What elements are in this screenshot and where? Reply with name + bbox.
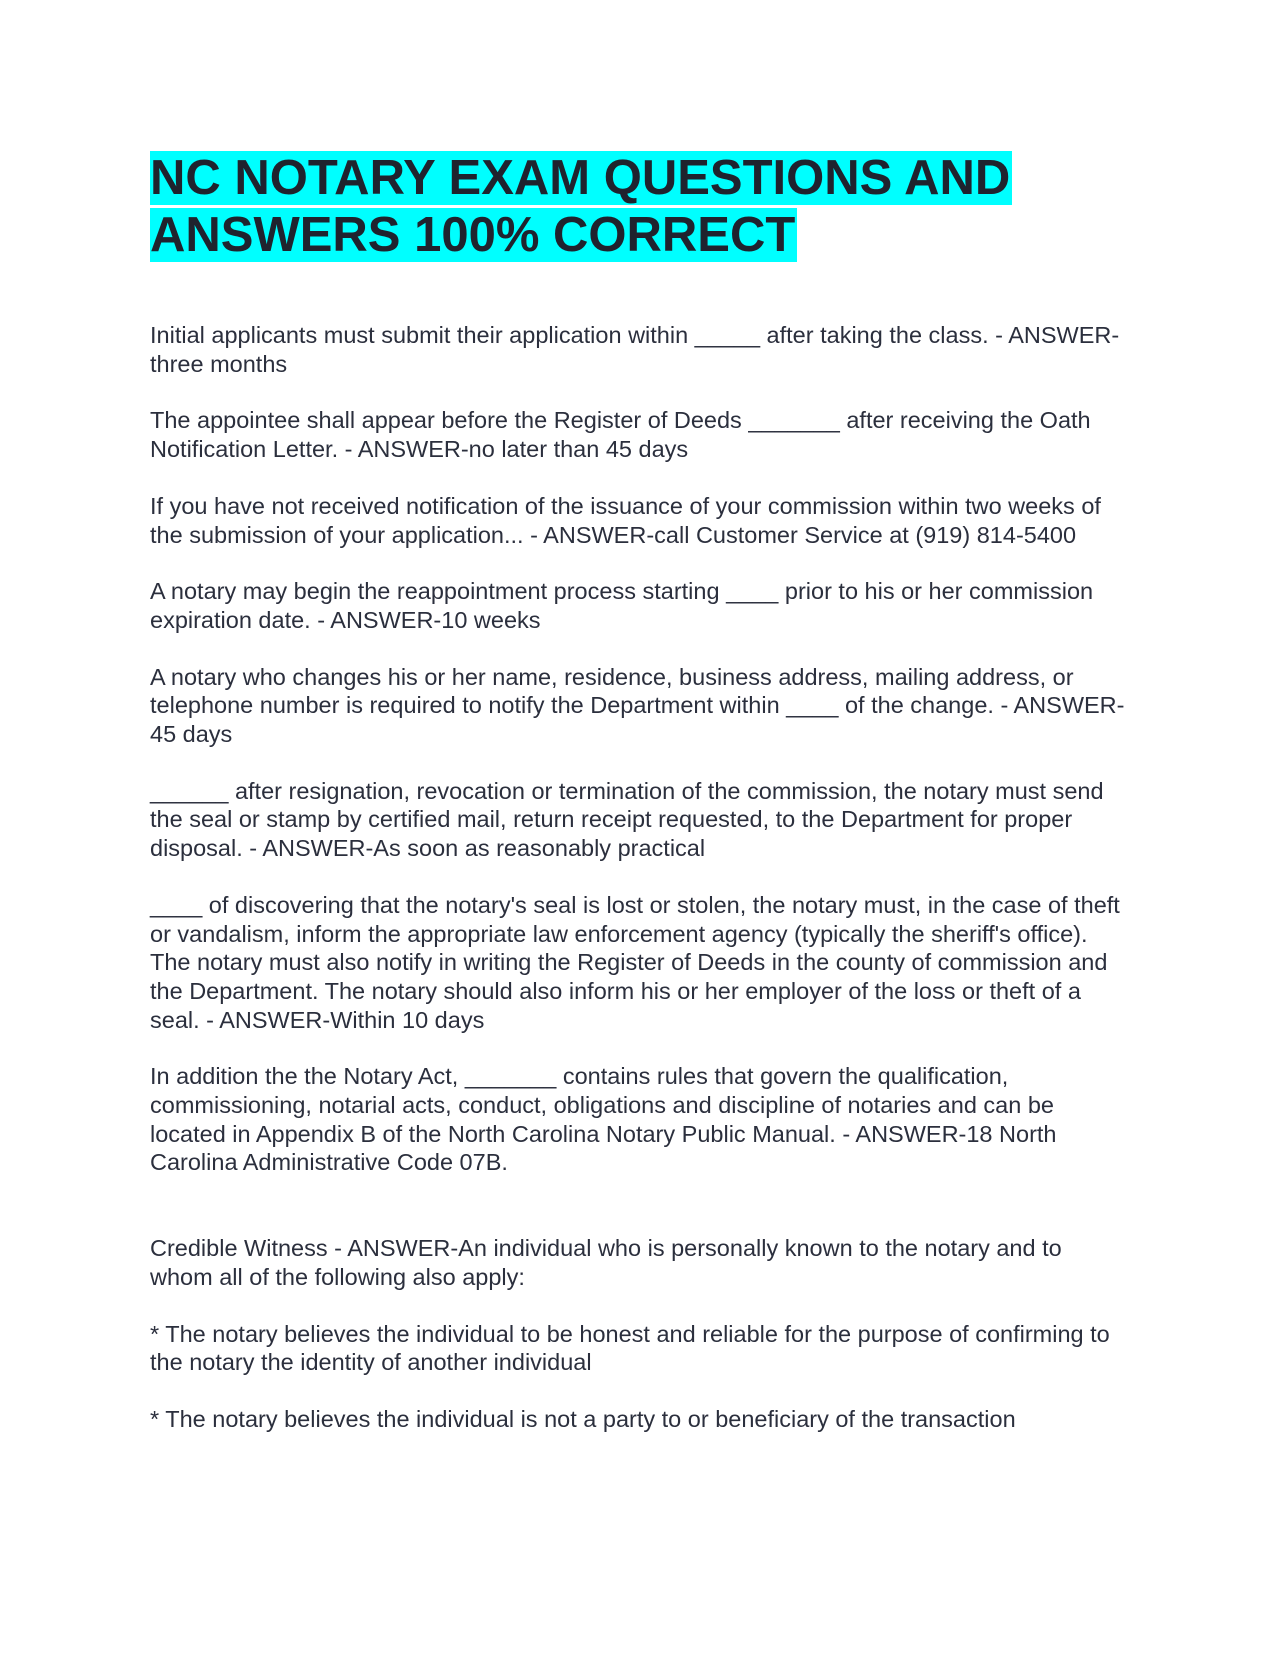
list-item-paragraph: * The notary believes the individual to be honest and reliable for the purpose of confirming to the notary the identity of another individual: [150, 1320, 1110, 1376]
qa-paragraph: If you have not received notification of the issuance of your commission within two weeks of the submission of your application... - ANSWER-call Customer Service at (919) 814-5400: [150, 492, 1101, 548]
document-body: [150, 321, 1130, 1462]
qa-paragraph: In addition the the Notary Act, _______ contains rules that govern the qualification, commissioning, notarial acts, conduct, obligations and discipline of notaries and can be located in Appendix B of the North Carolina Notary Public Manual. - ANSWER-18 North Carolina Administrative Code 07B.: [150, 1063, 1057, 1176]
document-title: [150, 150, 1090, 264]
title-highlight: NC NOTARY EXAM QUESTIONS AND ANSWERS 100% CORRECT: [150, 151, 1011, 262]
list-item-paragraph: * The notary believes the individual is not a party to or beneficiary of the transaction: [150, 1405, 1016, 1432]
qa-paragraph: Initial applicants must submit their application within _____ after taking the class. - ANSWER-three months: [150, 322, 1120, 377]
qa-paragraph: ____ of discovering that the notary's seal is lost or stolen, the notary must, in the case of theft or vandalism, inform the appropriate law enforcement agency (typically the sheriff's office). The notary must also notify in writing the Register of Deeds in the county of commission and the Department. The notary should also inform his or her employer of the loss or theft of a seal. - ANSWER-Within 10 days: [150, 891, 1120, 1033]
qa-paragraph: A notary may begin the reappointment process starting ____ prior to his or her commission expiration date. - ANSWER-10 weeks: [150, 578, 1094, 633]
qa-paragraph: ______ after resignation, revocation or termination of the commission, the notary must send the seal or stamp by certified mail, return receipt requested, to the Department for proper disposal. - ANSWER-As soon as reasonably practical: [150, 777, 1104, 862]
qa-paragraph: Credible Witness - ANSWER-An individual who is personally known to the notary and to whom all of the following also apply:: [150, 1235, 1062, 1290]
qa-paragraph: The appointee shall appear before the Register of Deeds _______ after receiving the Oath Notification Letter. - ANSWER-no later than 45 days: [150, 407, 1091, 463]
qa-paragraph: A notary who changes his or her name, residence, business address, mailing address, or telephone number is required to notify the Department within ____ of the change. - ANSWER-45 days: [150, 663, 1125, 748]
